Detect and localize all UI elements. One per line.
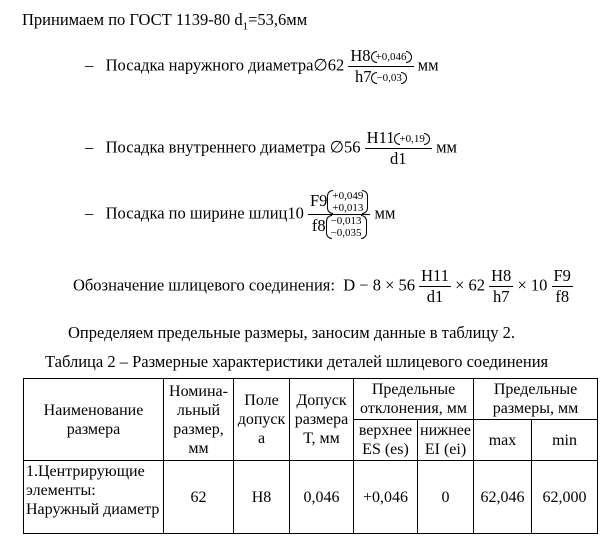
spline-designation [73, 266, 573, 307]
fit-label: Посадка наружного диаметра [105, 55, 314, 75]
cell-max: 62,046 [474, 461, 532, 534]
header-upper: верхнее ES (es) [354, 420, 418, 461]
tol-value: +0,013 [332, 202, 364, 214]
fit-outer-diameter [85, 46, 439, 87]
fit-inner-diameter [85, 128, 457, 169]
fit-den-tol [371, 72, 406, 84]
fit-den-tol [326, 215, 367, 239]
intro-line [22, 10, 307, 32]
fit-unit: мм [436, 137, 457, 157]
frac-num: F9 [553, 266, 571, 285]
header-deviations: Предельные отклонения, мм [354, 379, 474, 420]
frac-num: H11 [421, 266, 449, 285]
tol-value: +0,046 [375, 51, 407, 64]
tol-value: −0,035 [330, 227, 362, 239]
fit-fraction [365, 128, 432, 169]
frac-num: H8 [491, 266, 512, 285]
paragraph: Определяем предельные размеры, заносим данные в таблицу 2. [68, 323, 516, 342]
designation-lead: D − 8 × 56 [343, 275, 416, 295]
fit-dash: – [85, 137, 94, 157]
header-min: min [532, 420, 598, 461]
fit-num-tol [394, 133, 429, 145]
cell-min: 62,000 [532, 461, 598, 534]
fit-prefix: ∅56 [329, 137, 361, 157]
fit-spline-width [85, 190, 395, 239]
header-field: Поле допуск а [234, 379, 290, 461]
fit-prefix: 10 [287, 203, 304, 223]
intro-sub: 1 [242, 20, 249, 33]
header-lower: нижнее EI (ei) [418, 420, 474, 461]
tol-value: +0,049 [332, 190, 364, 202]
frac-den: f8 [552, 286, 573, 307]
fit-label: Посадка по ширине шлиц [105, 203, 288, 223]
intro-tail: =53,6мм [248, 10, 308, 29]
fit-unit: мм [417, 55, 439, 75]
frac-den: d1 [419, 286, 451, 307]
frac-den: h7 [489, 286, 513, 307]
dimension-table [23, 378, 598, 534]
fit-num-main: F9 [309, 190, 328, 210]
header-limits: Предельные размеры, мм [474, 379, 598, 420]
intro-text: Принимаем по ГОСТ 1139-80 d [22, 10, 243, 29]
table-row [24, 461, 598, 534]
fit-dash: – [85, 55, 94, 75]
cell-lower: 0 [418, 461, 474, 534]
fit-fraction [308, 190, 370, 239]
fit-dash: – [85, 203, 94, 223]
fit-num-main: H11 [366, 128, 395, 147]
fit-num-tol [327, 190, 368, 214]
cell-upper: +0,046 [354, 461, 418, 534]
designation-mid: × 62 [455, 275, 486, 295]
fit-den-main: h7 [354, 67, 372, 86]
cell-field: H8 [234, 461, 290, 534]
designation-fraction [489, 266, 513, 307]
fit-den-main: d1 [390, 149, 407, 168]
fit-label: Посадка внутреннего диаметра [105, 137, 326, 157]
table-caption: Таблица 2 – Размерные характеристики деталей шлицевого соединения [45, 352, 549, 371]
cell-name: 1.Центрирующие элементы: Наружный диаметр [24, 461, 164, 534]
cell-nominal: 62 [164, 461, 234, 534]
header-tolerance: Допуск размера Т, мм [290, 379, 354, 461]
tol-value: −0,03 [376, 72, 402, 85]
tol-value: +0,19 [399, 133, 425, 146]
fit-num-main: H8 [350, 46, 371, 65]
designation-fraction [419, 266, 451, 307]
fit-fraction [348, 46, 413, 87]
header-max: max [474, 420, 532, 461]
fit-prefix: ∅62 [313, 55, 345, 75]
header-name: Наименование размера [24, 379, 164, 461]
designation-mid: × 10 [517, 275, 548, 295]
fit-den-main: f8 [311, 215, 326, 235]
designation-fraction [552, 266, 573, 307]
tol-value: −0,013 [330, 215, 362, 227]
header-nominal: Номина-льный размер, мм [164, 379, 234, 461]
designation-label: Обозначение шлицевого соединения: [73, 275, 335, 295]
fit-unit: мм [374, 203, 396, 223]
fit-num-tol [371, 51, 412, 63]
cell-tolerance: 0,046 [290, 461, 354, 534]
